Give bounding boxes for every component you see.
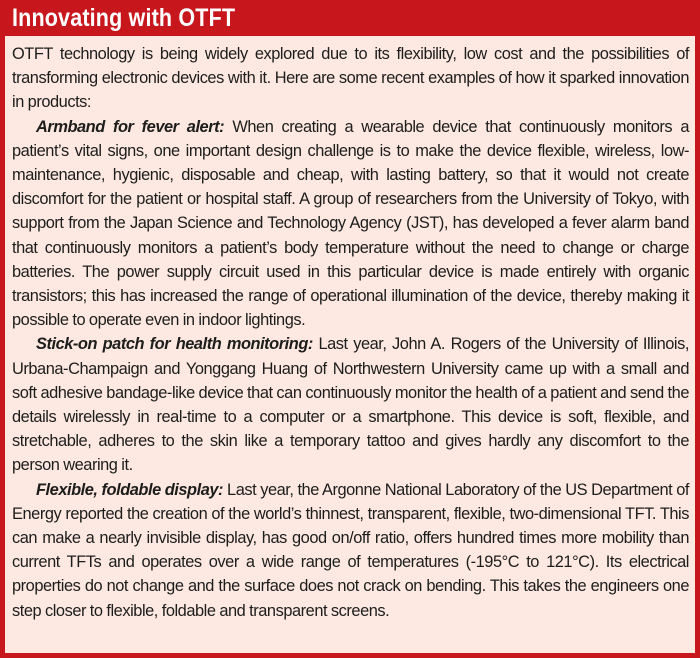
box-title: Innovating with OTFT bbox=[12, 4, 236, 32]
item-body: When creating a wearable device that continuously monitors a patient’s vital signs, one important design challenge is to make the device flexible, wireless, low-maintenance, hygienic, disposable and cheap, with lasting battery, so that it would not create discomfort for the patient or hospital staff. A group of researchers from the University of Tokyo, with support from the Japan Science and Technology Agency (JST), has developed a fever alarm band that continuously monitors a patient’s body temperature without the need to change or charge batteries. The power supply circuit used in this particular device is made entirely with organic transistors; this has increased the range of operational illumination of the device, thereby making it possible to operate even in indoor lightings. bbox=[12, 117, 689, 330]
intro-paragraph: OTFT technology is being widely explored due to its flexibility, low cost and the possibilities of transforming electronic devices with it. Here are some recent examples of how it sparked innovation in products: bbox=[12, 45, 689, 112]
title-bar bbox=[0, 0, 700, 36]
item-paragraph-patch bbox=[12, 332, 689, 477]
item-lead: Armband for fever alert: bbox=[36, 117, 225, 136]
box-content bbox=[5, 36, 695, 653]
item-lead: Flexible, foldable display: bbox=[36, 480, 224, 499]
item-paragraph-display bbox=[12, 478, 689, 623]
item-paragraph-armband bbox=[12, 115, 689, 333]
item-body: Last year, John A. Rogers of the University of Illinois, Urbana-Champaign and Yonggang Huang of Northwestern University came up with a small and soft adhesive bandage-like device that can continuously monitor the health of a patient and send the details wirelessly in real-time to a computer or a smartphone. This device is soft, flexible, and stretchable, adheres to the skin like a temporary tattoo and gives hardly any discomfort to the person wearing it. bbox=[12, 335, 689, 475]
item-body: Last year, the Argonne National Laboratory of the US Department of Energy reported the creation of the world’s thinnest, transparent, flexible, two-dimensional TFT. This can make a nearly invisible display, has good on/off ratio, offers hundred times more mobility than current TFTs and operates over a wide range of temperatures (-195°C to 121°C). Its electrical properties do not change and the surface does not crack on bending. This takes the engineers one step closer to flexible, foldable and transparent screens. bbox=[12, 480, 689, 620]
item-lead: Stick-on patch for health monitoring: bbox=[36, 335, 313, 354]
